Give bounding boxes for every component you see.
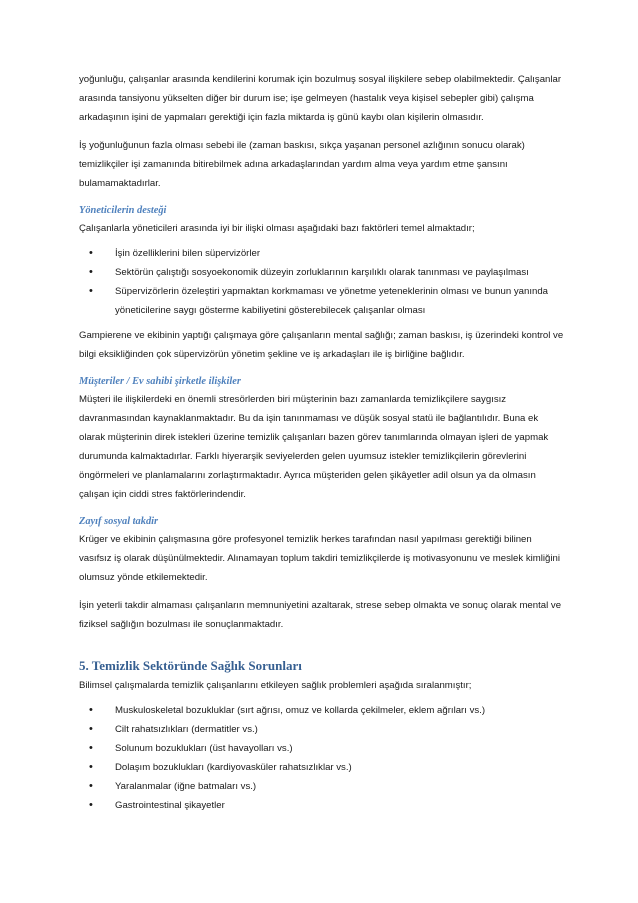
paragraph-intro: yoğunluğu, çalışanlar arasında kendilerini korumak için bozulmuş sosyal ilişkilere sebep olabilmektedir. Çalışanlar arasında tansiyonu yükselten diğer bir durum ise; işe gelmeyen (hastalık veya kişisel sebepler gibi) çalışma arkadaşının işini de yapmaları gerektiği için fazla miktarda iş günü kaybı olan kişilerin olmasıdır. (79, 74, 562, 123)
managers-intro: Çalışanlarla yöneticileri arasında iyi bir ilişki olması aşağıdaki bazı faktörleri temel almaktadır; (79, 223, 475, 234)
subheading-customers: Müşteriler / Ev sahibi şirketle ilişkiler (79, 376, 241, 387)
customers-body: Müşteri ile ilişkilerdeki en önemli stresörlerden biri müşterinin bazı zamanlarda temizlikçilere saygısız davranmasından kaynaklanmaktadır. Bu da işin tanınmaması ve düşük sosyal statü ile bağlantılıdır. Buna ek olarak müşterinin direk istekleri üzerine temizlik çalışanları bazen görev tanımlarında olmayan işleri de yapmak durumunda kalmaktadırlar. Farklı hiyerarşik seviyelerden gelen uyumsuz istekler temizlikçilerin görevlerini öngörmeleri ve planlamalarını zorlaştırmaktadır. Ayrıca müşteriden gelen şikâyetler adil olsun ya da olmasın çalışan için ciddi stres faktörlerindendir. (79, 394, 549, 500)
list-item: • Dolaşım bozuklukları (kardiyovasküler rahatsızlıklar vs.) (83, 758, 565, 777)
recognition-body-2: İşin yeterli takdir almaması çalışanların memnuniyetini azaltarak, strese sebep olmakta ve sonuç olarak mental ve fiziksel sağlığın bozulması ile sonuçlanmaktadır. (79, 600, 562, 630)
health-intro: Bilimsel çalışmalarda temizlik çalışanlarını etkileyen sağlık problemleri aşağıda sıralanmıştır; (79, 680, 472, 691)
health-bullet-list (79, 701, 565, 815)
list-item: • Solunum bozuklukları (üst havayolları vs.) (83, 739, 565, 758)
subheading-managers: Yöneticilerin desteği (79, 205, 167, 216)
list-item: • Yaralanmalar (iğne batmaları vs.) (83, 777, 565, 796)
managers-closing: Gampierene ve ekibinin yaptığı çalışmaya göre çalışanların mental sağlığı; zaman baskısı, iş üzerindeki kontrol ve bilgi eksikliğinden çok süpervizörün yönetim şekline ve iş arkadaşları ile iş birliğine bağlıdır. (79, 330, 564, 360)
list-item: • Cilt rahatsızlıkları (dermatitler vs.) (83, 720, 565, 739)
list-item: • Gastrointestinal şikayetler (83, 796, 565, 815)
list-item: • İşin özelliklerini bilen süpervizörler (83, 244, 565, 263)
subheading-recognition: Zayıf sosyal takdir (79, 516, 159, 527)
page-content (79, 70, 565, 821)
managers-bullet-list (79, 244, 565, 320)
recognition-body: Krüger ve ekibinin çalışmasına göre profesyonel temizlik herkes tarafından nasıl yapılması gerektiği bilinen vasıfsız iş olarak düşünülmektedir. Alınamayan toplum takdiri temizlikçilerde iş motivasyonunu ve meslek kimliğini olumsuz yönde etkilemektedir. (79, 534, 560, 583)
list-item: • Muskuloskeletal bozukluklar (sırt ağrısı, omuz ve kollarda çekilmeler, eklem ağrıları vs.) (83, 701, 565, 720)
list-item: • Sektörün çalıştığı sosyoekonomik düzeyin zorluklarının karşılıklı olarak tanınması ve paylaşılması (83, 263, 565, 282)
list-item: • Süpervizörlerin özeleştiri yapmaktan korkmaması ve yönetme yeteneklerinin olması ve bunun yanında yöneticilerine saygı gösterme kabiliyetini gösterebilecek çalışanlar olması (83, 282, 565, 320)
section-title-health: 5. Temizlik Sektöründe Sağlık Sorunları (79, 658, 302, 673)
paragraph-workload: İş yoğunluğunun fazla olması sebebi ile (zaman baskısı, sıkça yaşanan personel azlığının sonucu olarak) temizlikçiler işi zamanında bitirebilmek adına arkadaşlarından yardım alma veya yardım etme şansını bulamamaktadırlar. (79, 140, 525, 189)
